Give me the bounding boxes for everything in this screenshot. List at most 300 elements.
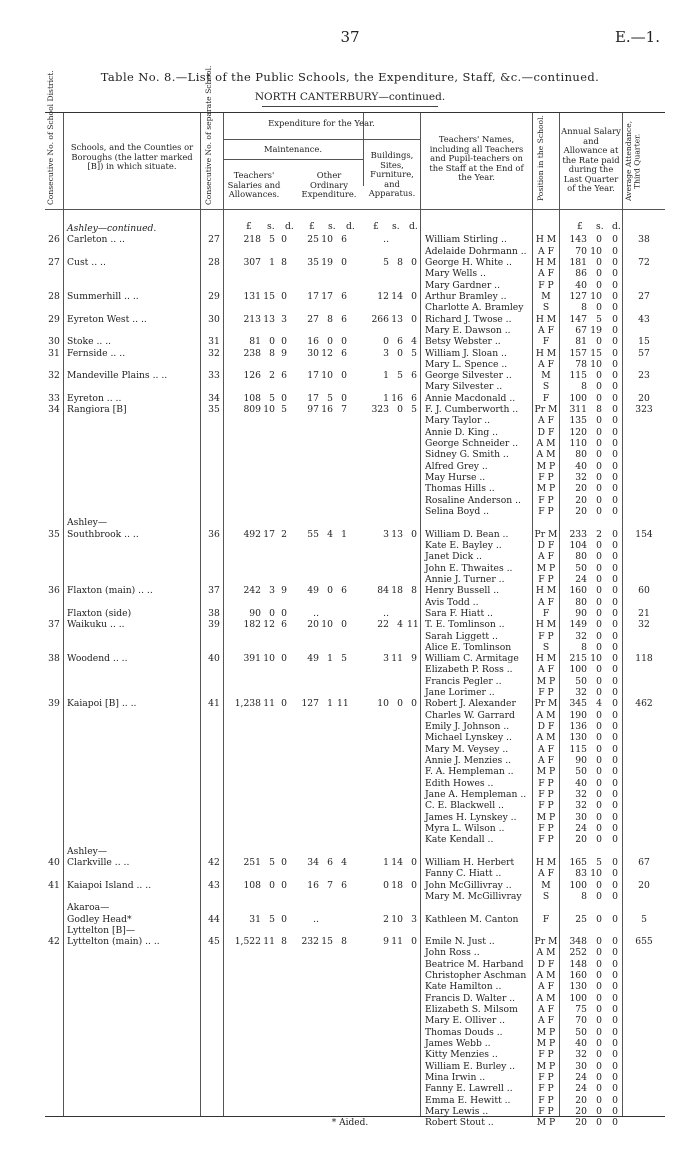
average-attendance: 154 [635, 528, 653, 540]
ann-amount: 0 [612, 743, 618, 755]
teacher-position: F P [538, 472, 554, 484]
teacher-name: Fanny E. Lawrell .. [425, 1083, 513, 1095]
teacher-name: Robert J. Alexander [425, 698, 516, 710]
table-row [45, 585, 665, 596]
ann-amount: 0 [596, 1060, 602, 1072]
teacher-position: H M [535, 619, 557, 631]
district-number: 32 [48, 370, 60, 382]
sal-amount: 6 [281, 370, 287, 382]
ann-amount: 0 [612, 834, 618, 846]
ann-amount: 0 [596, 302, 602, 314]
ann-amount: 70 [575, 245, 587, 257]
ann-amount: 0 [612, 947, 618, 959]
teacher-name: John Ross .. [425, 947, 480, 959]
ann-amount: 0 [596, 800, 602, 812]
ann-amount: 0 [612, 936, 618, 948]
teacher-name: James Webb .. [425, 1038, 491, 1050]
teacher-name: Sarah Liggett .. [425, 630, 498, 642]
table-row [45, 325, 665, 336]
ann-amount: 0 [612, 290, 618, 302]
teacher-name: Kathleen M. Canton [425, 913, 519, 925]
oth-amount: 8 [327, 313, 333, 325]
teacher-position: F [542, 392, 550, 404]
table-row [45, 348, 665, 359]
ann-amount: 2 [596, 528, 602, 540]
table-row [45, 981, 665, 992]
ann-amount: 0 [612, 1117, 618, 1129]
teacher-name: James H. Lynskey .. [425, 811, 517, 823]
ann-amount: 32 [575, 800, 587, 812]
ann-amount: 0 [596, 992, 602, 1004]
table-row [45, 449, 665, 460]
bld-amount: 11 [407, 619, 419, 631]
header-teachers: Teachers' Names, including all Teachers and Pupil-teachers on the Staff at the End of the Year. [429, 134, 524, 182]
ann-amount: 0 [596, 1015, 602, 1027]
school-number: 41 [208, 698, 220, 710]
oth-amount: 0 [341, 256, 347, 268]
table-row [45, 517, 665, 528]
sal-amount: 5 [269, 856, 275, 868]
teacher-position: F P [538, 630, 554, 642]
bld-amount: 12 [377, 290, 389, 302]
ann-amount: 20 [575, 494, 587, 506]
teacher-name: Beatrice M. Harband [425, 958, 524, 970]
bld-amount: 13 [391, 313, 403, 325]
bld-amount: .. [383, 607, 389, 619]
ann-amount: 215 [569, 653, 587, 665]
sal-amount: 3 [269, 585, 275, 597]
teacher-position: A F [538, 755, 554, 767]
oth-amount: 1 [341, 528, 347, 540]
oth-amount: .. [313, 607, 319, 619]
teacher-position: F [542, 336, 550, 348]
ann-amount: 0 [612, 1038, 618, 1050]
oth-amount: 1 [327, 653, 333, 665]
school-number: 28 [208, 256, 220, 268]
oth-amount: 35 [307, 256, 319, 268]
ann-amount: 0 [596, 981, 602, 993]
ann-amount: 0 [596, 1083, 602, 1095]
sal-amount: 12 [263, 619, 275, 631]
ann-amount: 0 [596, 392, 602, 404]
ann-amount: 136 [569, 721, 587, 733]
school-name: Godley Head* [67, 913, 132, 925]
sal-amount: 8 [269, 347, 275, 359]
school-number: 30 [208, 313, 220, 325]
sal-amount: 1,238 [234, 698, 261, 710]
oth-amount: 6 [341, 585, 347, 597]
teacher-name: Kate Kendall .. [425, 834, 494, 846]
ann-amount: 5 [596, 856, 602, 868]
sal-amount: 238 [243, 347, 261, 359]
teacher-name: Rosaline Anderson .. [425, 494, 521, 506]
school-number: 37 [208, 585, 220, 597]
teacher-name: Myra L. Wilson .. [425, 822, 505, 834]
ann-amount: 0 [612, 789, 618, 800]
ann-amount: 157 [569, 347, 587, 359]
unit-shillings: s. [328, 221, 336, 232]
ann-amount: 0 [596, 539, 602, 551]
ann-amount: 0 [612, 370, 618, 382]
teacher-name: Sara F. Hiatt .. [425, 607, 493, 619]
ann-amount: 0 [596, 834, 602, 846]
teacher-position: A M [536, 992, 556, 1004]
oth-amount: 10 [321, 619, 333, 631]
teacher-name: Kate Hamilton .. [425, 981, 502, 993]
oth-amount: 16 [321, 404, 333, 416]
ann-amount: 0 [596, 721, 602, 733]
ann-amount: 0 [596, 551, 602, 563]
ann-amount: 10 [590, 245, 602, 257]
ann-amount: 15 [590, 347, 602, 359]
ann-amount: 0 [596, 370, 602, 382]
ann-amount: 20 [575, 1117, 587, 1129]
table-row [45, 925, 665, 936]
teacher-name: Mary Silvester .. [425, 381, 503, 393]
district-number: 41 [48, 879, 60, 891]
table-row [45, 1106, 665, 1117]
ann-amount: 32 [575, 789, 587, 800]
teacher-name: Alfred Grey .. [425, 460, 488, 472]
header-position: Position in the School. [536, 115, 545, 201]
teacher-name: Thomas Hills .. [425, 483, 495, 495]
table-row [45, 1072, 665, 1083]
ann-amount: 0 [596, 913, 602, 925]
oth-amount: 6 [341, 290, 347, 302]
teacher-position: M P [536, 811, 556, 823]
school-name: Ashley—continued. [67, 223, 157, 234]
ann-amount: 0 [596, 619, 602, 631]
ann-amount: 32 [575, 687, 587, 699]
bld-amount: 6 [397, 336, 403, 348]
table-row [45, 381, 665, 392]
table-row [45, 257, 665, 268]
teacher-position: A F [538, 868, 554, 880]
ann-amount: 0 [612, 1094, 618, 1106]
table-row [45, 631, 665, 642]
ann-amount: 0 [596, 562, 602, 574]
table-row [45, 880, 665, 891]
district-number: 31 [48, 347, 60, 359]
ann-amount: 0 [596, 811, 602, 823]
teacher-name: Emily J. Johnson .. [425, 721, 510, 733]
ann-amount: 32 [575, 630, 587, 642]
teacher-position: H M [535, 856, 557, 868]
teacher-position: Pr M [534, 404, 558, 416]
ann-amount: 0 [596, 1049, 602, 1061]
average-attendance: 20 [638, 879, 650, 891]
average-attendance: 15 [638, 336, 650, 348]
school-name: Ashley— [67, 845, 108, 857]
header-buildings: Buildings, Sites, Furniture, and Apparatus. [368, 150, 416, 198]
bld-amount: 0 [397, 347, 403, 359]
school-number: 36 [208, 528, 220, 540]
teacher-position: D F [537, 426, 555, 438]
sal-amount: 0 [281, 879, 287, 891]
sal-amount: 13 [263, 313, 275, 325]
ann-amount: 32 [575, 1049, 587, 1061]
ann-amount: 252 [569, 947, 587, 959]
bld-amount: 0 [411, 256, 417, 268]
oth-amount: 0 [341, 619, 347, 631]
ann-amount: 0 [596, 743, 602, 755]
ann-amount: 0 [596, 732, 602, 744]
school-name: Waikuku .. .. [67, 619, 125, 631]
ann-amount: 0 [612, 732, 618, 744]
school-number: 27 [208, 234, 220, 246]
sal-amount: 492 [243, 528, 261, 540]
teacher-name: Mary E. Olliver .. [425, 1015, 506, 1027]
ann-amount: 0 [612, 619, 618, 631]
teacher-position: H M [535, 585, 557, 597]
ann-amount: 24 [575, 573, 587, 585]
table-row [45, 551, 665, 562]
unit-pound: £ [309, 221, 315, 232]
ann-amount: 20 [575, 506, 587, 517]
unit-pence: d. [285, 221, 294, 232]
sal-amount: 0 [281, 234, 287, 246]
table-row [45, 234, 665, 245]
ann-amount: 0 [612, 460, 618, 472]
ann-amount: 0 [612, 992, 618, 1004]
table-row [45, 438, 665, 449]
sal-amount: 108 [243, 392, 261, 404]
ann-amount: 0 [612, 539, 618, 551]
ann-amount: 90 [575, 755, 587, 767]
teacher-position: F P [538, 1072, 554, 1083]
average-attendance: 72 [638, 256, 650, 268]
oth-amount: 15 [321, 936, 333, 948]
oth-amount: 0 [327, 336, 333, 348]
school-name: Eyreton West .. .. [67, 313, 147, 325]
ann-amount: 0 [596, 256, 602, 268]
school-name: Woodend .. .. [67, 653, 128, 665]
teacher-name: Francis D. Walter .. [425, 992, 516, 1004]
ann-amount: 40 [575, 460, 587, 472]
oth-amount: 6 [341, 234, 347, 246]
teacher-position: F P [538, 494, 554, 506]
bld-amount: 0 [411, 313, 417, 325]
sal-amount: 5 [281, 404, 287, 416]
sal-amount: 5 [269, 913, 275, 925]
sal-amount: 108 [243, 879, 261, 891]
district-number: 38 [48, 653, 60, 665]
bld-amount: 0 [411, 879, 417, 891]
ann-amount: 0 [612, 279, 618, 291]
table-row [45, 461, 665, 472]
sal-amount: 0 [269, 879, 275, 891]
ann-amount: 100 [569, 664, 587, 676]
ann-amount: 0 [612, 1060, 618, 1072]
average-attendance: 38 [638, 234, 650, 246]
document-reference: E.—1. [614, 28, 660, 46]
teacher-position: D F [537, 958, 555, 970]
teacher-position: Pr M [534, 698, 558, 710]
school-number: 35 [208, 404, 220, 416]
ann-amount: 50 [575, 766, 587, 778]
oth-amount: 5 [327, 392, 333, 404]
ann-amount: 0 [612, 245, 618, 257]
bld-amount: 4 [397, 619, 403, 631]
ann-amount: 0 [596, 234, 602, 246]
teacher-position: D F [537, 721, 555, 733]
oth-amount: 49 [307, 585, 319, 597]
ann-amount: 0 [596, 596, 602, 608]
teacher-name: Edith Howes .. [425, 777, 494, 789]
ann-amount: 0 [596, 1038, 602, 1050]
ann-amount: 165 [569, 856, 587, 868]
ann-amount: 81 [575, 336, 587, 348]
district-number: 34 [48, 404, 60, 416]
ann-amount: 8 [581, 381, 587, 393]
teacher-name: John McGillivray .. [425, 879, 512, 891]
sal-amount: 131 [243, 290, 261, 302]
unit-pound: £ [373, 221, 379, 232]
oth-amount: 6 [341, 313, 347, 325]
teacher-position: F [542, 913, 550, 925]
district-number: 39 [48, 698, 60, 710]
table-row [45, 732, 665, 743]
teacher-position: M P [536, 1060, 556, 1072]
oth-amount: 17 [307, 370, 319, 382]
table-row [45, 823, 665, 834]
school-name: Fernside .. .. [67, 347, 126, 359]
teacher-position: Pr M [534, 936, 558, 948]
header-other: Other Ordinary Expenditure. [301, 170, 357, 199]
header-attendance: Average Attendance, Third Quarter. [624, 120, 642, 202]
ann-amount: 0 [612, 256, 618, 268]
school-name: Ashley— [67, 517, 108, 529]
district-number: 29 [48, 313, 60, 325]
bld-amount: 1 [383, 392, 389, 404]
teacher-position: A F [538, 1015, 554, 1027]
bld-amount: 11 [391, 936, 403, 948]
header-maintenance: Maintenance. [263, 144, 323, 154]
ann-amount: 0 [596, 483, 602, 495]
oth-amount: 5 [341, 653, 347, 665]
ann-amount: 0 [596, 472, 602, 484]
ann-amount: 0 [612, 313, 618, 325]
ann-amount: 19 [590, 324, 602, 336]
teacher-name: Avis Todd .. [425, 596, 479, 608]
school-number: 33 [208, 370, 220, 382]
teacher-name: Jane A. Hempleman .. [425, 789, 527, 800]
teacher-position: M [541, 879, 551, 891]
ann-amount: 233 [569, 528, 587, 540]
oth-amount: 55 [307, 528, 319, 540]
sal-amount: 81 [249, 336, 261, 348]
teacher-name: Annie D. King .. [425, 426, 499, 438]
ann-amount: 0 [596, 1117, 602, 1129]
teacher-position: M [541, 370, 551, 382]
teacher-position: S [542, 302, 550, 314]
school-number: 31 [208, 336, 220, 348]
teacher-position: F P [538, 1105, 554, 1117]
ann-amount: 348 [569, 936, 587, 948]
teacher-name: William J. Sloan .. [425, 347, 507, 359]
ann-amount: 0 [596, 506, 602, 517]
average-attendance: 20 [638, 392, 650, 404]
teacher-name: Christopher Aschman [425, 970, 527, 982]
ann-amount: 135 [569, 415, 587, 427]
ann-amount: 127 [569, 290, 587, 302]
teacher-position: H M [535, 313, 557, 325]
average-attendance: 32 [638, 619, 650, 631]
header-expenditure: Expenditure for the Year. [268, 118, 375, 128]
oth-amount: 232 [301, 936, 319, 948]
teacher-name: Selina Boyd .. [425, 506, 490, 517]
sal-amount: 126 [243, 370, 261, 382]
sal-amount: 809 [243, 404, 261, 416]
table-row [45, 766, 665, 777]
teacher-name: Kitty Menzies .. [425, 1049, 498, 1061]
ann-amount: 0 [612, 675, 618, 687]
ann-amount: 0 [596, 381, 602, 393]
table-row [45, 506, 665, 517]
ann-amount: 120 [569, 426, 587, 438]
sal-amount: 0 [269, 607, 275, 619]
school-name: Mandeville Plains .. .. [67, 370, 168, 382]
ann-amount: 0 [612, 822, 618, 834]
ann-amount: 0 [596, 607, 602, 619]
ann-amount: 20 [575, 1105, 587, 1117]
teacher-position: A F [538, 245, 554, 257]
table-row [45, 891, 665, 902]
teacher-name: Emile N. Just .. [425, 936, 495, 948]
table-row [45, 664, 665, 675]
subtitle-rule [262, 106, 438, 107]
ann-amount: 311 [569, 404, 587, 416]
ann-amount: 0 [612, 324, 618, 336]
ann-amount: 32 [575, 472, 587, 484]
table-row [45, 642, 665, 653]
teacher-position: F P [538, 800, 554, 812]
ann-amount: 0 [596, 936, 602, 948]
average-attendance: 21 [638, 607, 650, 619]
teacher-name: Henry Bussell .. [425, 585, 500, 597]
bld-amount: 13 [391, 528, 403, 540]
sal-amount: 5 [269, 234, 275, 246]
teacher-position: M [541, 290, 551, 302]
bld-amount: 323 [371, 404, 389, 416]
ann-amount: 80 [575, 551, 587, 563]
ann-amount: 0 [596, 687, 602, 699]
teacher-name: Annie J. Turner .. [425, 573, 505, 585]
teacher-name: C. E. Blackwell .. [425, 800, 504, 812]
average-attendance: 23 [638, 370, 650, 382]
teacher-position: F P [538, 1083, 554, 1095]
table-row [45, 393, 665, 404]
sal-amount: 31 [249, 913, 261, 925]
school-number: 32 [208, 347, 220, 359]
table-row [45, 495, 665, 506]
bld-amount: 6 [411, 392, 417, 404]
table-row [45, 959, 665, 970]
ann-amount: 0 [596, 766, 602, 778]
sal-amount: 11 [263, 698, 275, 710]
table-row [45, 1061, 665, 1072]
bld-amount: 1 [383, 370, 389, 382]
ann-amount: 0 [596, 449, 602, 461]
sal-amount: 391 [243, 653, 261, 665]
table-row [45, 778, 665, 789]
teacher-name: William H. Herbert [425, 856, 515, 868]
table-row [45, 710, 665, 721]
ann-amount: 181 [569, 256, 587, 268]
teacher-name: Alice E. Tomlinson [425, 641, 512, 653]
ann-amount: 0 [596, 777, 602, 789]
ann-amount: 160 [569, 585, 587, 597]
